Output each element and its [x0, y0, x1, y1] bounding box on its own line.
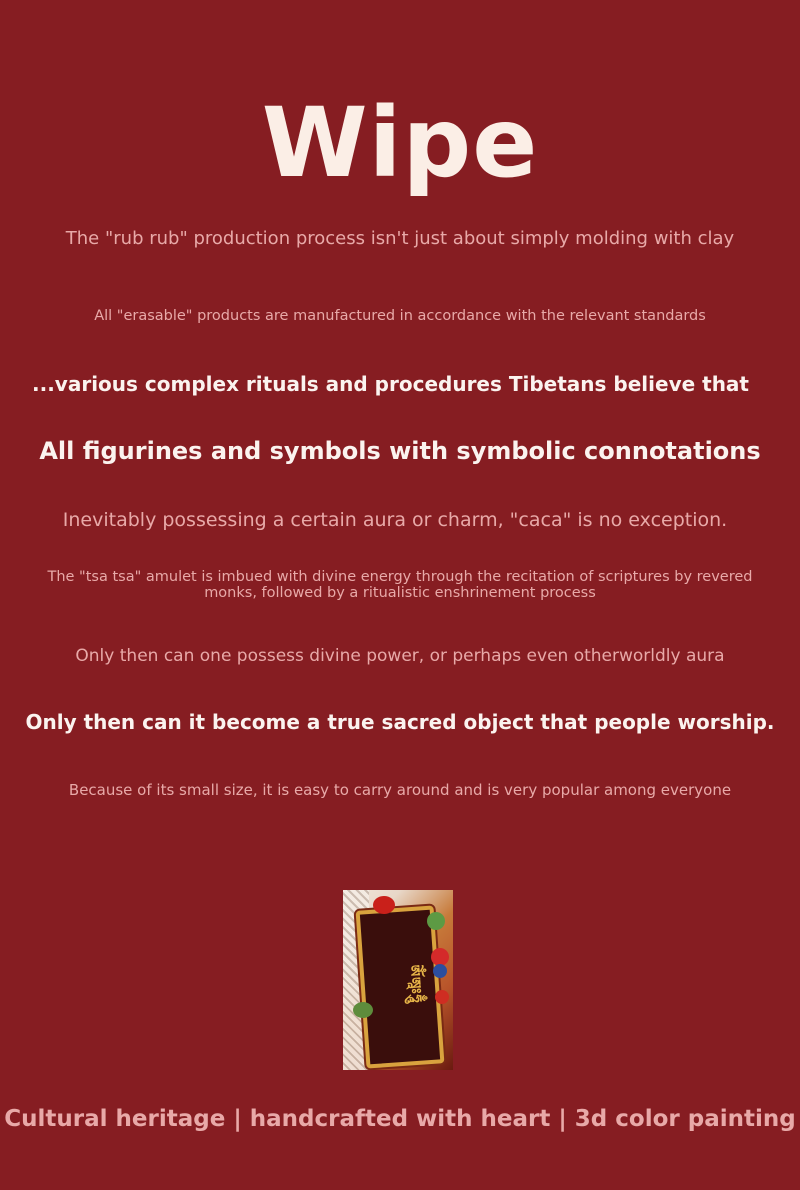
amulet-script: ༀཨཱཿཧཱུྃ — [405, 964, 425, 1004]
sacred-object-line: Only then can it become a true sacred object that people worship. — [25, 710, 775, 734]
page-title: Wipe — [261, 87, 539, 199]
red-gem-icon — [373, 896, 395, 914]
amulet-plaque — [356, 905, 445, 1068]
red-gem-icon — [435, 990, 449, 1004]
divine-power-line: Only then can one possess divine power, or perhaps even otherworldly aura — [75, 646, 725, 666]
green-gem-icon — [427, 912, 445, 930]
standards-line: All "erasable" products are manufactured in accordance with the relevant standards — [94, 308, 706, 324]
aura-line: Inevitably possessing a certain aura or charm, "caca" is no exception. — [62, 509, 728, 531]
small-size-line: Because of its small size, it is easy to carry around and is very popular among everyone — [68, 781, 732, 799]
tsa-tsa-line: The "tsa tsa" amulet is imbued with divine energy through the recitation of scriptures by revered monks, followed by a ritualistic enshrinement process — [47, 569, 753, 601]
rituals-line: ...various complex rituals and procedures Tibetans believe that — [32, 372, 749, 396]
blue-gem-icon — [433, 964, 447, 978]
green-gem-icon — [353, 1002, 373, 1018]
footer-tagline: Cultural heritage | handcrafted with heart | 3d color painting — [4, 1106, 796, 1132]
amulet-image — [343, 890, 453, 1070]
intro-line: The "rub rub" production process isn't just about simply molding with clay — [65, 228, 735, 249]
figurines-line: All figurines and symbols with symbolic connotations — [39, 437, 761, 465]
